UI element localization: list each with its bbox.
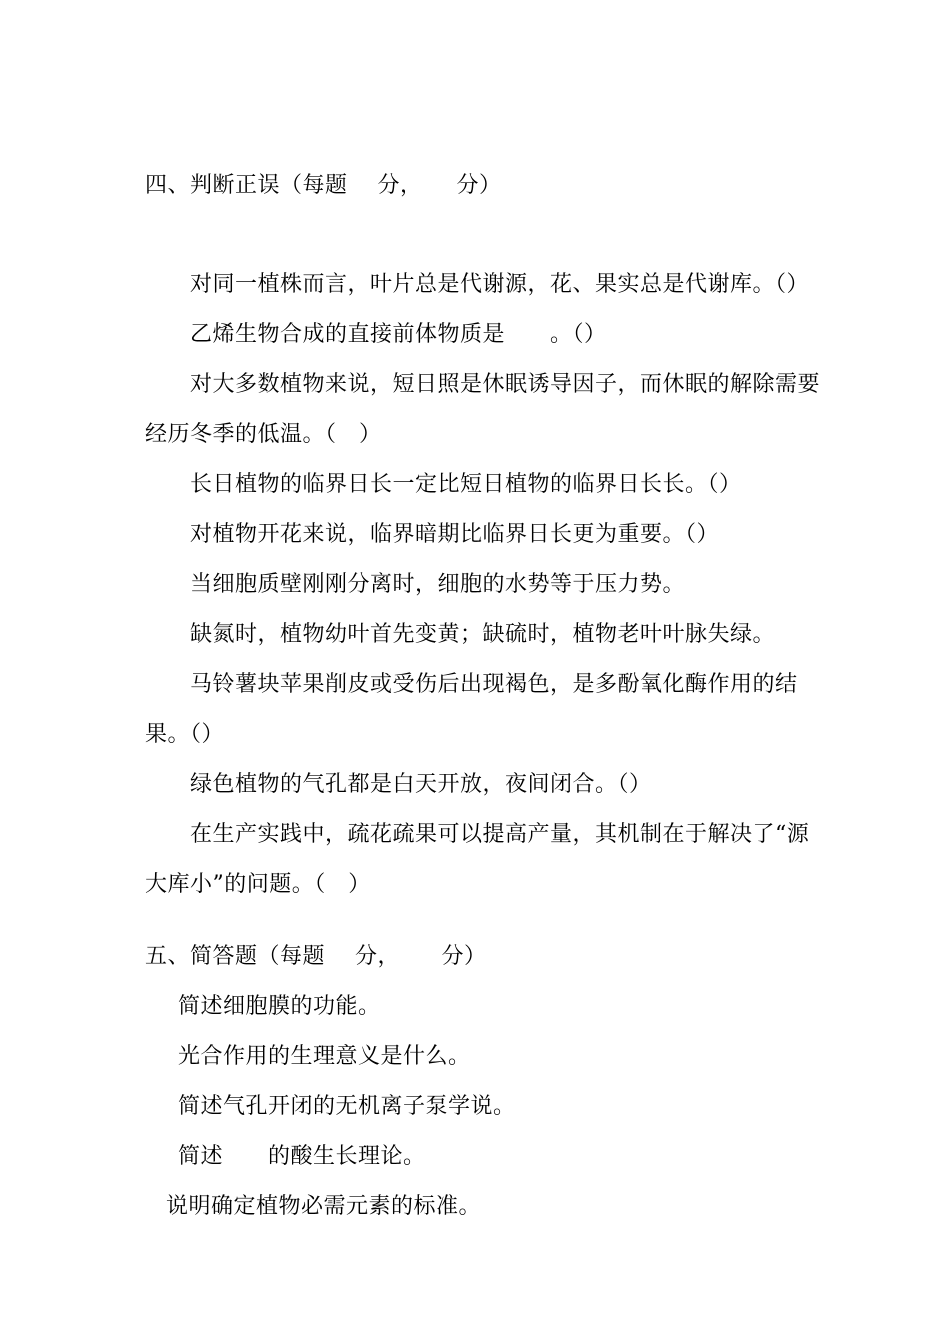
section-4-heading: 四、判断正误（每题 分， 分） [145, 173, 502, 198]
section-4-item-3-continued: 经历冬季的低温。（ ） [145, 422, 382, 447]
section-5-item-2: 光合作用的生理意义是什么。 [178, 1044, 471, 1069]
section-5-heading: 五、简答题（每题 分， 分） [145, 944, 487, 969]
section-5-item-5: 说明确定植物必需元素的标准。 [166, 1194, 482, 1219]
section-4-item-2: 乙烯生物合成的直接前体物质是 。（） [190, 322, 607, 347]
section-4-item-9: 绿色植物的气孔都是白天开放，夜间闭合。（） [190, 772, 652, 797]
section-5-item-3: 简述气孔开闭的无机离子泵学说。 [178, 1094, 516, 1119]
section-4-item-8: 马铃薯块苹果削皮或受伤后出现褐色，是多酚氧化酶作用的结 [190, 672, 798, 697]
section-4-item-5: 对植物开花来说，临界暗期比临界日长更为重要。（） [190, 522, 720, 547]
section-4-item-6: 当细胞质壁刚刚分离时，细胞的水势等于压力势。 [190, 572, 686, 597]
section-4-item-7: 缺氮时，植物幼叶首先变黄；缺硫时，植物老叶叶脉失绿。 [190, 622, 776, 647]
section-4-item-10: 在生产实践中，疏花疏果可以提高产量，其机制在于解决了“源 [190, 822, 810, 847]
section-5-item-4: 简述 的酸生长理论。 [178, 1144, 426, 1169]
section-4-item-10-continued: 大库小”的问题。（ ） [145, 872, 371, 897]
section-4-item-3: 对大多数植物来说，短日照是休眠诱导因子，而休眠的解除需要 [190, 372, 821, 397]
section-4-item-4: 长日植物的临界日长一定比短日植物的临界日长长。（） [190, 472, 742, 497]
section-4-item-8-continued: 果。（） [145, 722, 225, 747]
section-4-item-1: 对同一植株而言，叶片总是代谢源，花、果实总是代谢库。（） [190, 272, 810, 297]
section-5-item-1: 简述细胞膜的功能。 [178, 994, 381, 1019]
